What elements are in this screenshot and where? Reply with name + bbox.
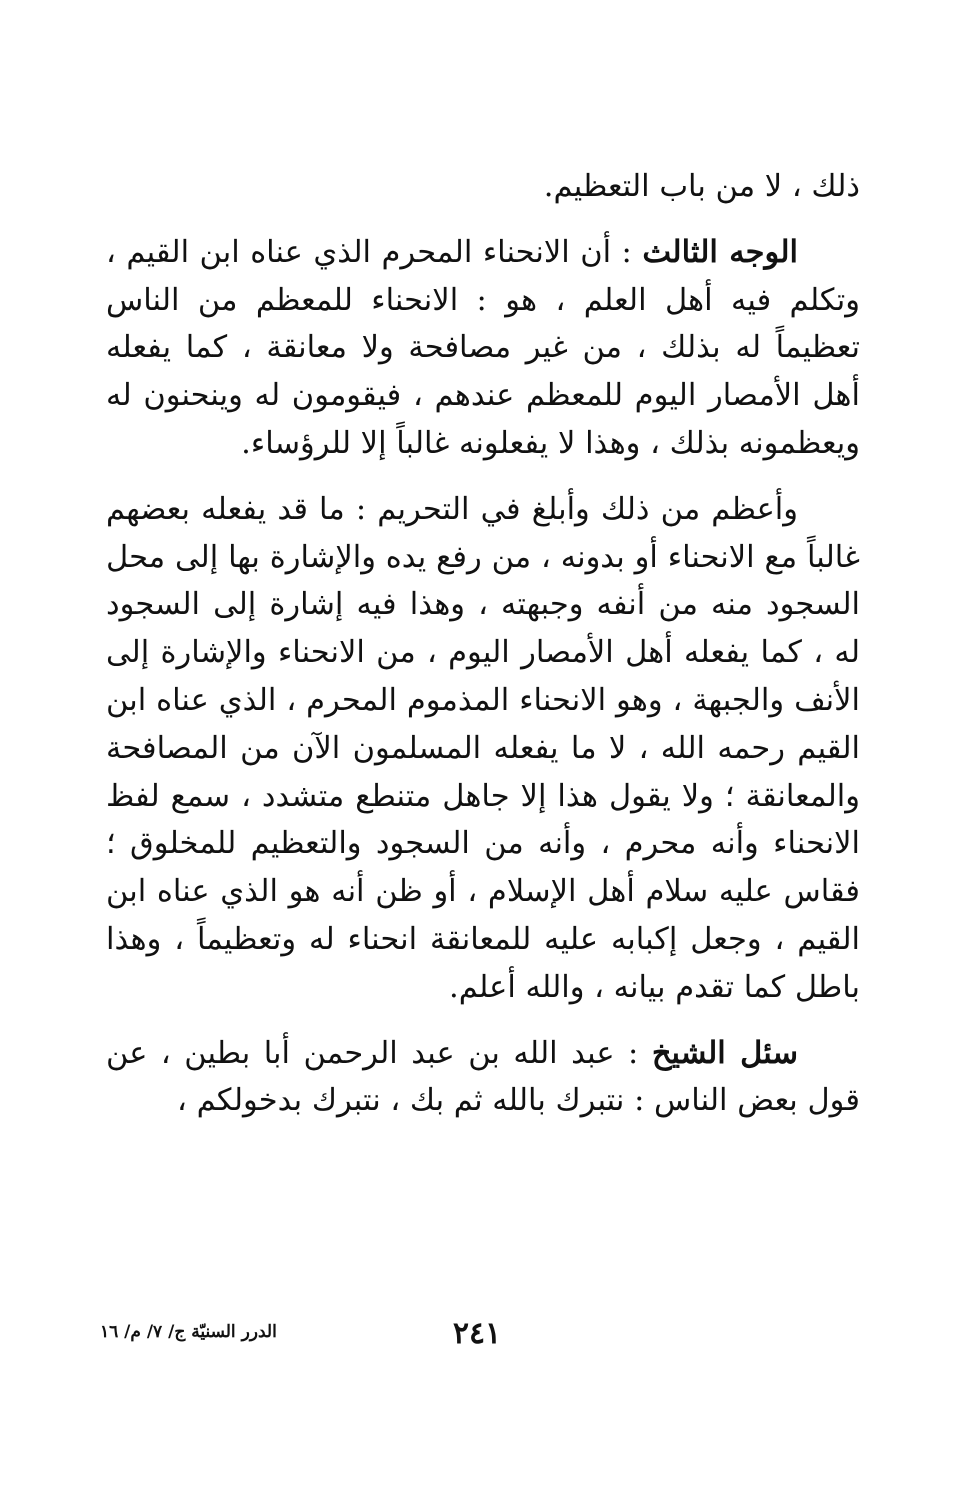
paragraph-1 <box>106 163 860 211</box>
paragraph-4 <box>106 1030 860 1126</box>
paragraph-1-text: ذلك ، لا من باب التعظيم. <box>543 169 860 204</box>
footer-source: الدرر السنيّة ج/ ٧/ م/ ١٦ <box>100 1322 277 1342</box>
paragraph-2 <box>106 229 860 468</box>
paragraph-3-text: وأعظم من ذلك وأبلغ في التحريم : ما قد يفعله بعضهم غالباً مع الانحناء أو بدونه ، من رفع يده والإشارة بها إلى محل السجود منه من أنفه وجبهته ، وهذا فيه إشارة إلى السجود له ، كما يفعله أهل الأمصار اليوم ، من الانحناء والإشارة إلى الأنف والجبهة ، وهو الانحناء المذموم المحرم ، الذي عناه ابن القيم رحمه الله ، لا ما يفعله المسلمون الآن من المصافحة والمعانقة ؛ ولا يقول هذا إلا جاهل متنطع متشدد ، سمع لفظ الانحناء وأنه محرم ، وأنه من السجود والتعظيم للمخلوق ؛ فقاس عليه سلام أهل الإسلام ، أو ظن أنه هو الذي عناه ابن القيم ، وجعل إكبابه عليه للمعانقة انحناء له وتعظيماً ، وهذا باطل كما تقدم بيانه ، والله أعلم. <box>106 491 860 1005</box>
paragraph-2-text: : أن الانحناء المحرم الذي عناه ابن القيم ، وتكلم فيه أهل العلم ، هو : الانحناء للمعظم من الناس تعظيماً له بذلك ، من غير مصافحة ولا معانقة ، كما يفعله أهل الأمصار اليوم للمعظم عندهم ، فيقومون له وينحنون له ويعظمونه بذلك ، وهذا لا يفعلونه غالباً إلا للرؤساء. <box>106 234 860 461</box>
page-number: ٢٤١ <box>452 1316 502 1351</box>
paragraph-4-text: : عبد الله بن عبد الرحمن أبا بطين ، عن قول بعض الناس : نتبرك بالله ثم بك ، نتبرك بدخولكم ، <box>106 1035 860 1119</box>
paragraph-4-lead: سئل الشيخ <box>651 1034 798 1071</box>
paragraph-3 <box>106 486 860 1012</box>
paragraph-2-lead: الوجه الثالث <box>642 233 798 270</box>
page-body <box>106 163 860 1125</box>
